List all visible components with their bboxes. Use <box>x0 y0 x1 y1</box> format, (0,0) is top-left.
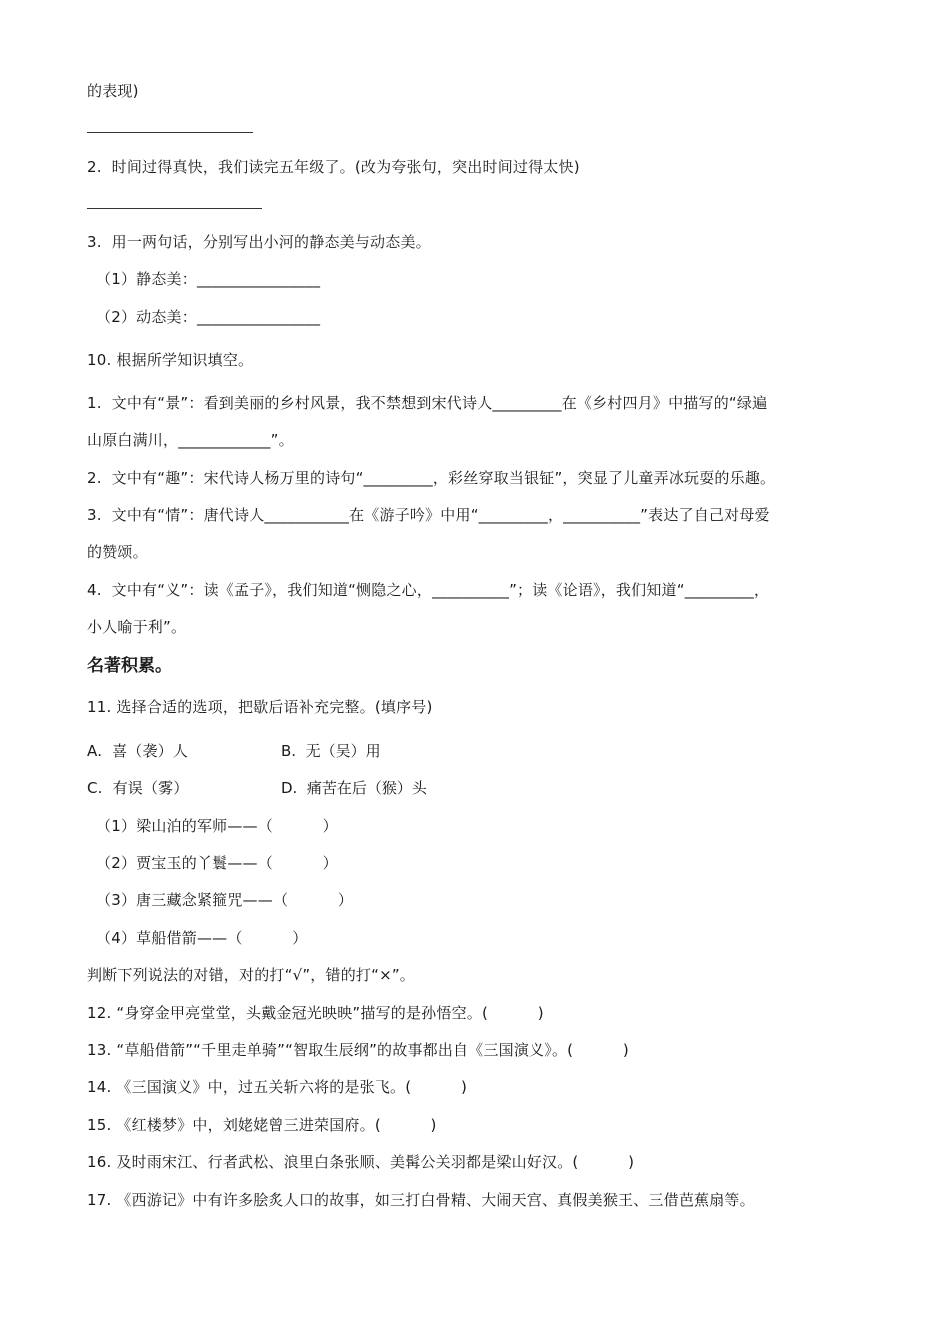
question-9-3: 3. 用一两句话，分别写出小河的静态美与动态美。 <box>87 233 431 251</box>
question-9-3-static: （1）静态美：________________ <box>96 270 321 288</box>
question-10-2: 2. 文中有“趣”：宋代诗人杨万里的诗句“_________，彩丝穿取当银钲”，突显了儿童弄冰玩耍的乐趣。 <box>87 469 776 487</box>
question-17: 17. 《西游记》中有许多脍炙人口的故事，如三打白骨精、大闹天宫、真假美猴王、三借芭蕉扇等。 <box>87 1191 755 1209</box>
question-11-title: 11. 选择合适的选项，把歇后语补充完整。(填序号) <box>87 698 433 716</box>
question-9-3-dynamic: （2）动态美：________________ <box>96 308 321 326</box>
option-b: B. 无（吴）用 <box>281 742 381 760</box>
option-c: C. 有误（雾） <box>87 779 189 797</box>
question-11-1: （1）梁山泊的军师——（ ） <box>96 817 338 835</box>
question-11-3: （3）唐三藏念紧箍咒——（ ） <box>96 891 354 909</box>
question-10-title: 10. 根据所学知识填空。 <box>87 351 254 369</box>
question-15: 15. 《红楼梦》中，刘姥姥曾三进荣国府。( ) <box>87 1116 437 1134</box>
option-a: A. 喜（袭）人 <box>87 742 189 760</box>
question-11-4: （4）草船借箭——（ ） <box>96 929 308 947</box>
question-12: 12. “身穿金甲亮堂堂，头戴金冠光映映”描写的是孙悟空。( ) <box>87 1004 544 1022</box>
judge-instructions: 判断下列说法的对错，对的打“√”，错的打“×”。 <box>87 966 416 984</box>
question-10-4-line2: 小人喻于利”。 <box>87 618 187 636</box>
question-10-1-line2: 山原白满川，____________”。 <box>87 431 294 449</box>
question-11-2: （2）贾宝玉的丫鬟——（ ） <box>96 854 338 872</box>
question-10-3-line2: 的赞颂。 <box>87 543 148 561</box>
question-10-1-line1: 1. 文中有“景”：看到美丽的乡村风景，我不禁想到宋代诗人_________在《乡村四月》中描写的“绿遍 <box>87 394 768 412</box>
q9-1-tail: 的表现) <box>87 82 139 100</box>
option-d: D. 痛苦在后（猴）头 <box>281 779 427 797</box>
question-10-3-line1: 3. 文中有“情”：唐代诗人___________在《游子吟》中用“_________，__________”表达了自己对母爱 <box>87 506 770 524</box>
question-10-4-line1: 4. 文中有“义”：读《孟子》，我们知道“恻隐之心，__________”；读《论语》，我们知道“_________， <box>87 581 770 599</box>
question-14: 14. 《三国演义》中，过五关斩六将的是张飞。( ) <box>87 1078 468 1096</box>
question-9-2: 2. 时间过得真快，我们读完五年级了。(改为夸张句，突出时间过得太快) <box>87 158 580 176</box>
question-13: 13. “草船借箭”“千里走单骑”“智取生辰纲”的故事都出自《三国演义》。( ) <box>87 1041 629 1059</box>
answer-line-q9-2 <box>87 208 262 209</box>
section-title: 名著积累。 <box>87 656 172 676</box>
answer-line-q9-1 <box>87 132 253 133</box>
question-16: 16. 及时雨宋江、行者武松、浪里白条张顺、美髯公关羽都是梁山好汉。( ) <box>87 1153 635 1171</box>
